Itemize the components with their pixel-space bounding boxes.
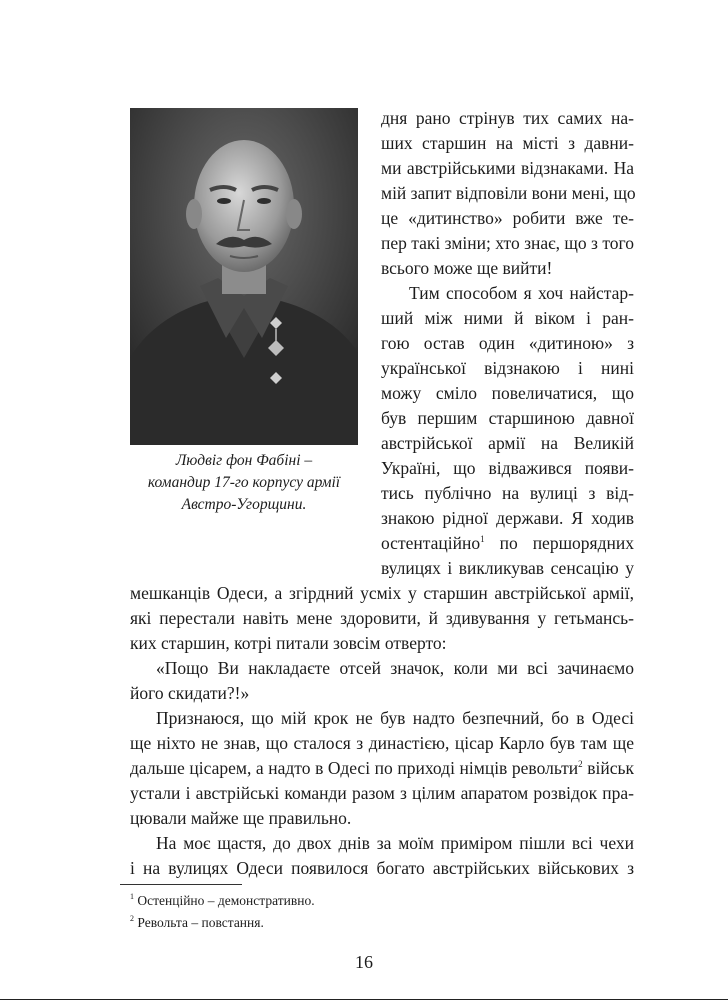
text-line: які перестали навіть мене здоровити, й здивування у гетьмансь-: [130, 608, 634, 628]
text-line: був першим старшиною давної: [381, 408, 634, 428]
text-line: Україні, що відважився появи-: [381, 458, 634, 478]
text-line: знакою рідної держави. Я ходив: [381, 508, 634, 528]
text-line: це «дитинство» робити вже те-: [381, 208, 634, 228]
text-segment: військ: [587, 758, 634, 778]
caption-line: командир 17-го корпусу армії: [147, 474, 341, 491]
footnote-divider: [120, 884, 242, 885]
footnote-text: Револьта – повстання.: [137, 915, 264, 930]
caption-line: Людвіг фон Фабіні –: [175, 452, 313, 469]
footnote: [130, 914, 264, 932]
footnote-marker: 2: [578, 759, 583, 769]
text-line: ших старшин на місті з давни-: [381, 133, 634, 153]
caption-line: Австро-Угорщини.: [181, 496, 307, 513]
text-line: пер такі зміни; хто знає, що з того: [381, 233, 634, 253]
text-line-with-footnote: [381, 531, 634, 555]
text-line: мешканців Одеси, а згірдний усміх у старшин австрійської армії,: [130, 583, 634, 603]
text-line: ких старшин, котрі питали зовсім отверто:: [130, 633, 447, 653]
text-line: мій запит відповіли вони мені, що: [381, 183, 636, 203]
text-segment: дальше цісарем, а надто в Одесі по приході німців револьти: [130, 758, 579, 778]
footnote-number: 1: [130, 892, 134, 901]
text-line: На моє щастя, до двох днів за моїм приміром пішли всі чехи: [156, 833, 634, 853]
footnote-marker: 1: [480, 534, 485, 544]
text-line: цювали майже ще правильно.: [130, 808, 352, 828]
footnote-number: 2: [130, 914, 134, 923]
text-line: ще ніхто не знав, що сталося з династією, цісар Карло був там ще: [130, 733, 634, 753]
footnote: [130, 892, 315, 910]
photo-caption: [118, 450, 370, 516]
text-line: можу сміло повеличатися, що: [381, 383, 634, 403]
text-line: і на вулицях Одеси появилося богато австрійських військових з: [130, 858, 634, 878]
text-line: устали і австрійські команди разом з цілим апаратом розвідок пра-: [130, 783, 634, 803]
text-line-with-footnote: [130, 756, 634, 780]
text-line: «Пощо Ви накладаєте отсей значок, коли ми всі зачинаємо: [156, 658, 634, 678]
text-line: Тим способом я хоч найстар-: [409, 283, 634, 303]
text-line: гою остав один «дитиною» з: [381, 333, 634, 353]
text-line: його скидати?!»: [130, 683, 250, 703]
text-line: української відзнакою і нині: [381, 358, 634, 378]
text-line: тись публічно на вулиці з від-: [381, 483, 634, 503]
footnote-text: Остенційно – демонстративно.: [137, 893, 315, 908]
text-line: дня рано стрінув тих самих на-: [381, 108, 634, 128]
portrait-photo: [130, 108, 358, 445]
text-segment: по першорядних: [499, 533, 634, 553]
text-line: ший між ними й віком і ран-: [381, 308, 634, 328]
text-line: всього може ще вийти!: [381, 258, 553, 278]
page-number: 16: [355, 952, 373, 972]
text-line: австрійської армії на Великій: [381, 433, 634, 453]
text-segment: остентаційно: [381, 533, 481, 553]
text-line: ми австрійськими відзнаками. На: [381, 158, 634, 178]
text-line: вулицях і викликував сенсацію у: [381, 558, 634, 578]
text-line: Признаюся, що мій крок не був надто безпечний, бо в Одесі: [156, 708, 634, 728]
